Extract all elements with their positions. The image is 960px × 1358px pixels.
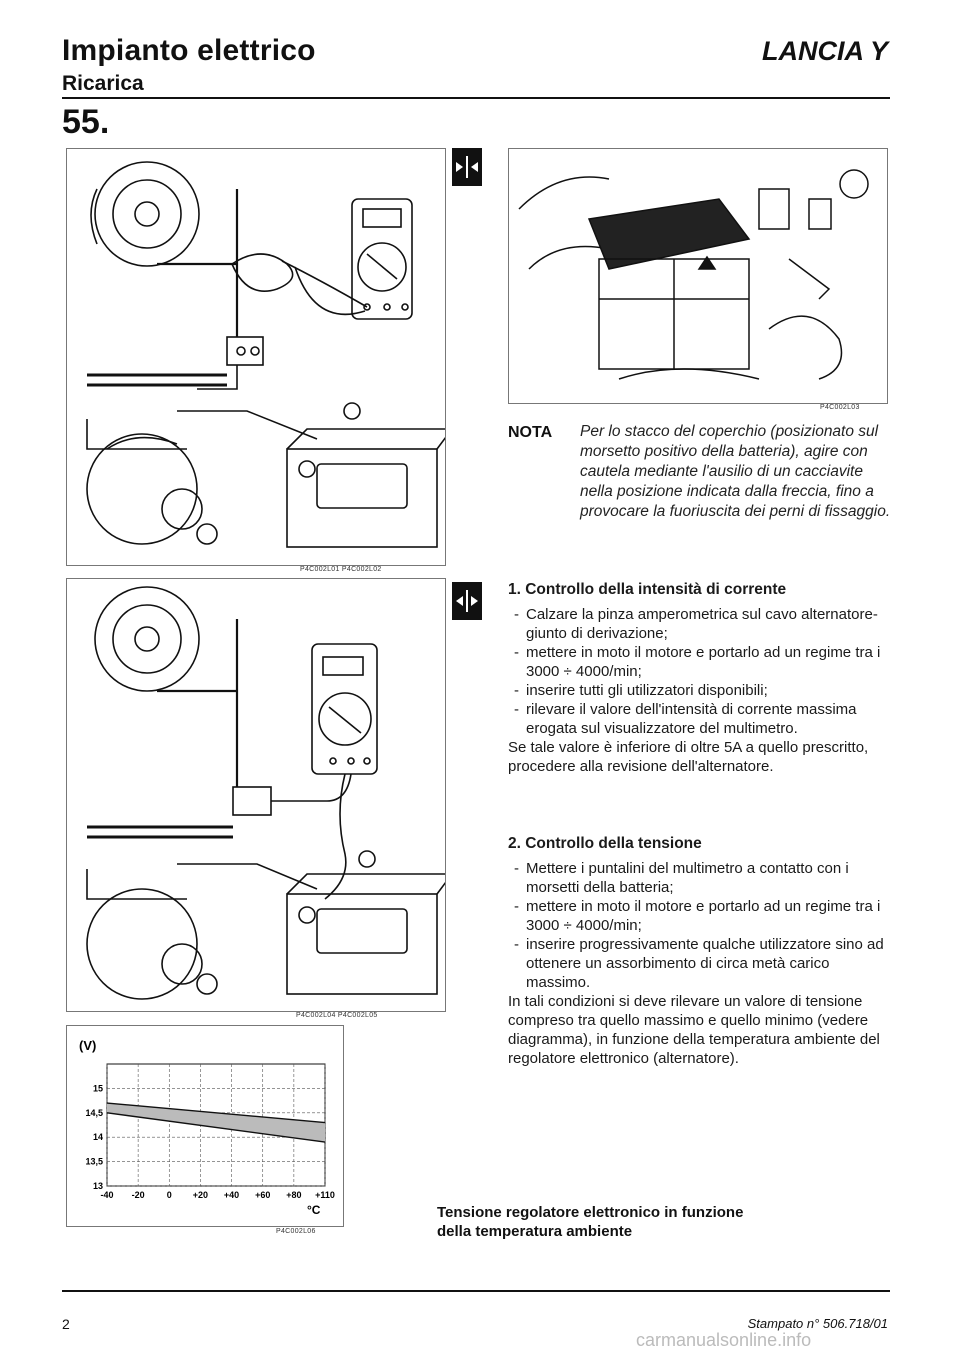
list-item: - Calzare la pinza amperometrica sul cavo alternatore-giunto di derivazione; (508, 605, 892, 643)
header-rule (62, 97, 890, 99)
x-tick-label: +80 (286, 1190, 302, 1200)
figure-voltage-chart (66, 1025, 344, 1227)
y-tick-label: 13,5 (85, 1156, 103, 1167)
figure-battery-cover (508, 148, 888, 404)
x-tick-label: 0 (166, 1190, 172, 1200)
tolerance-band (107, 1103, 325, 1142)
nota-text: Per lo stacco del coperchio (posizionato sul morsetto positivo della batteria), agire con cautela mediante l'ausilio di un cacciavite nella posizione indicata dalla freccia, fino a provocare la fuoriuscita dei perni di fissaggio. (580, 423, 891, 520)
section1-list (508, 605, 892, 738)
x-tick-label: -40 (100, 1190, 114, 1200)
figure-code: P4C002L04 P4C002L05 (296, 1012, 378, 1019)
voltage-chart (67, 1026, 343, 1226)
brand-name: LANCIA Y (761, 36, 888, 66)
y-tick-label: 13 (92, 1181, 103, 1191)
y-tick-label: 14 (92, 1132, 103, 1143)
list-item: - rilevare il valore dell'intensità di corrente massima erogata sul visualizzatore del multimetro. (508, 700, 892, 738)
print-reference: Stampato n° 506.718/01 (747, 1316, 888, 1331)
page-subtitle: Ricarica (62, 72, 144, 95)
arrows-inward-icon (452, 148, 482, 186)
figure-current-test (66, 148, 446, 566)
watermark: carmanualsonline.info (636, 1330, 812, 1350)
y-tick-label: 15 (92, 1083, 103, 1094)
section2-paragraph: In tali condizioni si deve rilevare un valore di tensione compreso tra quello massimo e quello minimo (vedere diagramma), in funzione della temperatura ambiente del regolatore elettronico (alternatore). (508, 993, 880, 1067)
figure-code: P4C002L03 (820, 404, 860, 411)
x-tick-label: +110 (315, 1190, 335, 1200)
nota-label: NOTA (508, 424, 553, 441)
section2-list (508, 859, 892, 992)
section1-paragraph: Se tale valore è inferiore di oltre 5A a quello prescritto, procedere alla revisione dell'alternatore. (508, 739, 869, 775)
section-current-check (508, 580, 892, 776)
chart-code: P4C002L06 (276, 1228, 316, 1235)
arrows-outward-icon (452, 582, 482, 620)
page-title: Impianto elettrico (62, 34, 316, 67)
chart-ylabel: (V) (79, 1038, 97, 1053)
figure-voltage-test (66, 578, 446, 1012)
x-tick-label: +60 (255, 1190, 271, 1200)
caption-line: Tensione regolatore elettronico in funzione (437, 1204, 744, 1221)
chart-xlabel: °C (307, 1203, 321, 1217)
page-number: 2 (62, 1316, 70, 1332)
section2-heading: 2. Controllo della tensione (508, 835, 702, 852)
section-number: 55. (62, 103, 110, 141)
section-voltage-check (508, 834, 892, 1068)
chart-caption (437, 1203, 837, 1241)
section1-heading: 1. Controllo della intensità di corrente (508, 581, 787, 598)
x-tick-label: -20 (131, 1190, 145, 1200)
list-item: - inserire tutti gli utilizzatori disponibili; (508, 681, 892, 700)
figure-code: P4C002L01 P4C002L02 (300, 566, 382, 573)
list-item: - inserire progressivamente qualche utilizzatore sino ad ottenere un assorbimento di circa metà carico massimo. (508, 935, 892, 992)
battery-illustration (509, 149, 887, 403)
list-item: - mettere in moto il motore e portarlo ad un regime tra i 3000 ÷ 4000/min; (508, 897, 892, 935)
x-tick-label: +40 (223, 1190, 240, 1200)
wiring-diagram-2 (67, 579, 445, 1011)
wiring-diagram-1 (67, 149, 445, 565)
list-item: - mettere in moto il motore e portarlo ad un regime tra i 3000 ÷ 4000/min; (508, 643, 892, 681)
caption-line: della temperatura ambiente (437, 1223, 633, 1240)
x-tick-label: +20 (192, 1190, 209, 1200)
y-tick-label: 14,5 (85, 1107, 103, 1118)
footer-rule (62, 1290, 890, 1292)
list-item: - Mettere i puntalini del multimetro a contatto con i morsetti della batteria; (508, 859, 892, 897)
